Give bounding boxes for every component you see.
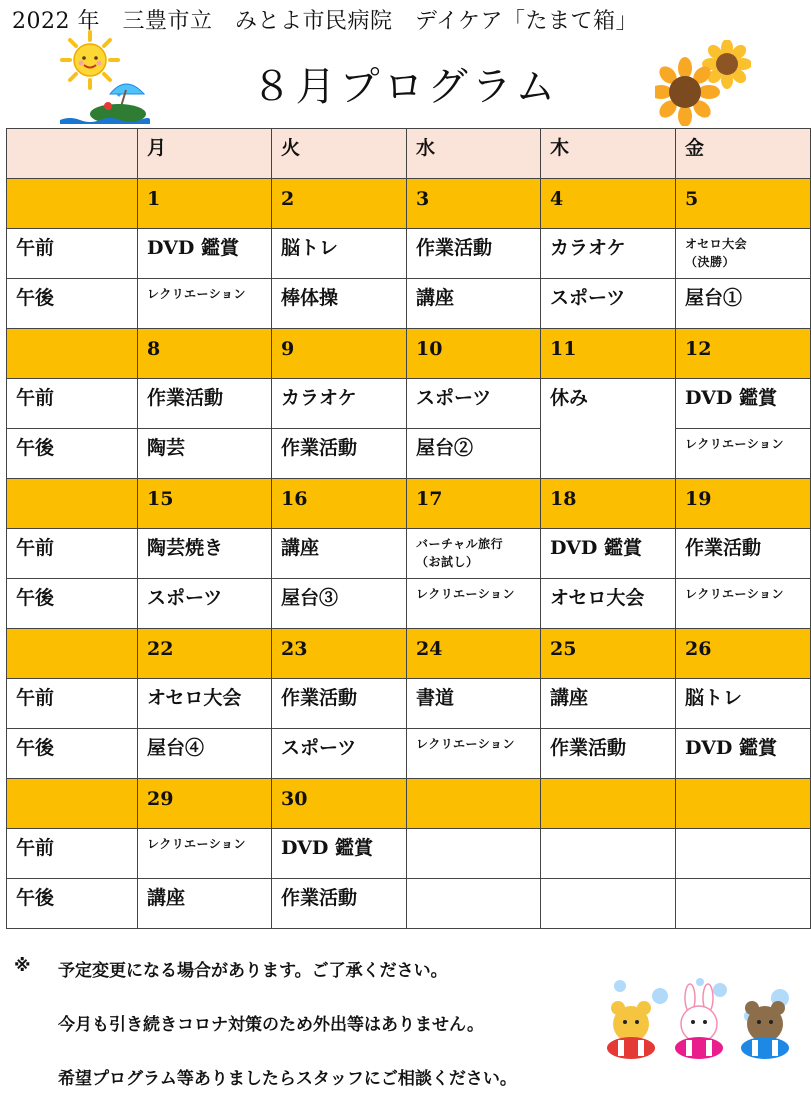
animals-swim-ring-illustration: [600, 976, 800, 1066]
activity-cell: [272, 679, 407, 729]
date-cell: [407, 779, 541, 829]
date-cell-text: 18: [550, 488, 577, 510]
activity-cell-text: 屋台④: [147, 737, 205, 759]
pm-label: [7, 279, 138, 329]
date-cell: [407, 329, 541, 379]
activity-cell-text: [685, 879, 810, 887]
activity-cell: [407, 829, 541, 879]
note-mark: ※: [14, 956, 31, 976]
date-cell: [676, 479, 811, 529]
am-label: [7, 379, 138, 429]
activity-cell: [138, 379, 272, 429]
activity-cell-text: スポーツ: [550, 287, 626, 309]
date-cell-text: 12: [685, 338, 712, 360]
date-cell-text: [685, 779, 810, 788]
activity-cell: [541, 729, 676, 779]
am-label-text: 午前: [16, 687, 55, 709]
activity-cell: [272, 529, 407, 579]
date-cell-text: 11: [550, 338, 577, 360]
pm-label-text: 午後: [16, 737, 55, 759]
date-cell: [272, 779, 407, 829]
activity-cell-text: スポーツ: [281, 737, 357, 759]
activity-cell: [272, 429, 407, 479]
weekday-header: [541, 129, 676, 179]
activity-cell-text: 作業活動: [685, 537, 762, 559]
activity-cell-text: 陶芸: [147, 437, 186, 459]
activity-cell-text: レクリエーション: [685, 437, 785, 451]
date-cell: [138, 329, 272, 379]
date-row-label: [7, 479, 138, 529]
pm-row: [7, 579, 811, 629]
activity-cell-text: DVD 鑑賞: [281, 837, 373, 859]
date-row: [7, 329, 811, 379]
activity-cell-text: DVD 鑑賞: [550, 537, 642, 559]
am-row: [7, 679, 811, 729]
schedule-body: [7, 129, 811, 929]
am-row: [7, 379, 811, 429]
pm-label-text: 午後: [16, 287, 55, 309]
activity-cell-text: オセロ大会 （決勝）: [685, 237, 748, 269]
pm-label: [7, 429, 138, 479]
date-cell-text: 2: [281, 188, 295, 210]
date-cell-text: 16: [281, 488, 308, 510]
activity-cell-text: [416, 829, 540, 837]
activity-cell-text: 棒体操: [281, 287, 339, 309]
activity-cell-text: 脳トレ: [685, 687, 743, 709]
date-cell-text: 3: [416, 188, 430, 210]
activity-cell: [138, 529, 272, 579]
schedule-table: [6, 128, 811, 929]
activity-cell-text: 講座: [147, 887, 186, 909]
am-label: [7, 679, 138, 729]
pm-row: [7, 729, 811, 779]
weekday-header: [138, 129, 272, 179]
date-cell-text: 9: [281, 338, 295, 360]
am-row: [7, 829, 811, 879]
date-cell: [541, 629, 676, 679]
activity-cell: [138, 879, 272, 929]
activity-cell-text: 作業活動: [281, 887, 358, 909]
date-cell: [272, 329, 407, 379]
date-cell-text: 5: [685, 188, 699, 210]
activity-cell: [138, 579, 272, 629]
activity-cell-text: スポーツ: [416, 387, 492, 409]
corner-cell: [7, 129, 138, 179]
activity-cell: [541, 879, 676, 929]
weekday-header-text: 水: [416, 137, 436, 159]
pm-label-text: 午後: [16, 437, 55, 459]
weekday-header: [676, 129, 811, 179]
weekday-header-row: [7, 129, 811, 179]
activity-cell: [541, 379, 676, 479]
date-cell-text: 25: [550, 638, 577, 660]
date-cell: [676, 779, 811, 829]
am-row: [7, 529, 811, 579]
activity-cell-text: 作業活動: [550, 737, 627, 759]
weekday-header-text: 金: [685, 137, 705, 159]
activity-cell: [272, 829, 407, 879]
weekday-header: [272, 129, 407, 179]
activity-cell: [676, 579, 811, 629]
activity-cell: [272, 729, 407, 779]
pm-row: [7, 279, 811, 329]
date-cell: [407, 629, 541, 679]
activity-cell: [676, 679, 811, 729]
activity-cell: [138, 729, 272, 779]
date-cell: [676, 179, 811, 229]
date-cell-text: [416, 779, 540, 788]
date-row: [7, 779, 811, 829]
pm-row: [7, 429, 811, 479]
pm-label-text: 午後: [16, 887, 55, 909]
note-line-3: 希望プログラム等ありましたらスタッフにご相談ください。: [58, 1069, 517, 1089]
am-label: [7, 829, 138, 879]
activity-cell-text: [550, 829, 675, 837]
date-cell: [407, 179, 541, 229]
activity-cell: [407, 879, 541, 929]
activity-cell: [272, 879, 407, 929]
date-cell-text: 17: [416, 488, 443, 510]
activity-cell: [541, 529, 676, 579]
activity-cell-text: 作業活動: [281, 687, 358, 709]
header-line: 2022 年 三豊市立 みとよ市民病院 デイケア「たまて箱」: [12, 9, 639, 34]
date-cell-text: 26: [685, 638, 712, 660]
activity-cell: [407, 729, 541, 779]
activity-cell-text: バーチャル旅行 （お試し）: [416, 537, 504, 569]
am-row: [7, 229, 811, 279]
activity-cell: [138, 679, 272, 729]
note-line-1: 予定変更になる場合があります。ご了承ください。: [58, 961, 448, 981]
activity-cell: [138, 429, 272, 479]
activity-cell: [138, 279, 272, 329]
activity-cell: [541, 229, 676, 279]
activity-cell: [676, 879, 811, 929]
date-cell-text: 23: [281, 638, 308, 660]
activity-cell-text: DVD 鑑賞: [685, 387, 777, 409]
activity-cell: [676, 279, 811, 329]
activity-cell: [407, 529, 541, 579]
pm-label: [7, 879, 138, 929]
activity-cell-text: 屋台①: [685, 287, 743, 309]
activity-cell-text: [685, 829, 810, 837]
date-cell: [541, 479, 676, 529]
pm-label: [7, 729, 138, 779]
date-row-label: [7, 629, 138, 679]
activity-cell-text: [550, 879, 675, 887]
date-cell: [541, 329, 676, 379]
activity-cell: [272, 579, 407, 629]
date-row: [7, 179, 811, 229]
activity-cell-text: DVD 鑑賞: [685, 737, 777, 759]
pm-label: [7, 579, 138, 629]
activity-cell-text: 作業活動: [281, 437, 358, 459]
date-cell: [272, 179, 407, 229]
date-cell: [676, 629, 811, 679]
activity-cell: [272, 379, 407, 429]
date-cell-text: 19: [685, 488, 712, 510]
activity-cell-text: 休み: [550, 387, 589, 409]
activity-cell: [407, 379, 541, 429]
activity-cell-text: スポーツ: [147, 587, 223, 609]
weekday-header-text: 火: [281, 137, 301, 159]
date-row-label: [7, 329, 138, 379]
pm-row: [7, 879, 811, 929]
date-cell-text: 30: [281, 788, 308, 810]
activity-cell-text: カラオケ: [550, 237, 626, 259]
date-row: [7, 479, 811, 529]
date-cell-text: 4: [550, 188, 564, 210]
activity-cell: [676, 429, 811, 479]
activity-cell: [676, 829, 811, 879]
activity-cell: [407, 579, 541, 629]
pm-label-text: 午後: [16, 587, 55, 609]
activity-cell: [407, 279, 541, 329]
activity-cell-text: 屋台②: [416, 437, 474, 459]
program-title: ８月プログラム: [251, 64, 560, 110]
date-cell: [138, 479, 272, 529]
am-label-text: 午前: [16, 237, 55, 259]
am-label-text: 午前: [16, 837, 55, 859]
date-cell: [541, 179, 676, 229]
activity-cell: [541, 579, 676, 629]
date-cell-text: [550, 779, 675, 788]
activity-cell: [407, 679, 541, 729]
weekday-header-text: 木: [550, 137, 570, 159]
weekday-header: [407, 129, 541, 179]
date-cell: [272, 629, 407, 679]
activity-cell-text: 陶芸焼き: [147, 537, 224, 559]
date-cell-text: 22: [147, 638, 174, 660]
activity-cell-text: レクリエーション: [685, 587, 785, 601]
date-cell: [676, 329, 811, 379]
am-label: [7, 229, 138, 279]
activity-cell-text: 講座: [550, 687, 589, 709]
activity-cell: [541, 829, 676, 879]
date-cell-text: 24: [416, 638, 443, 660]
activity-cell-text: オセロ大会: [550, 587, 645, 609]
note-line-2: 今月も引き続きコロナ対策のため外出等はありません。: [58, 1015, 485, 1035]
am-label-text: 午前: [16, 387, 55, 409]
date-row-label: [7, 179, 138, 229]
date-cell: [138, 179, 272, 229]
activity-cell-text: 講座: [416, 287, 455, 309]
activity-cell: [541, 679, 676, 729]
activity-cell-text: 作業活動: [147, 387, 224, 409]
activity-cell-text: レクリエーション: [416, 737, 516, 751]
date-cell: [272, 479, 407, 529]
activity-cell: [272, 229, 407, 279]
activity-cell-text: 屋台③: [281, 587, 339, 609]
activity-cell: [541, 279, 676, 329]
date-cell-text: 10: [416, 338, 443, 360]
activity-cell: [272, 279, 407, 329]
date-row: [7, 629, 811, 679]
date-cell-text: 15: [147, 488, 174, 510]
date-row-label: [7, 779, 138, 829]
activity-cell: [676, 529, 811, 579]
activity-cell: [676, 379, 811, 429]
date-cell: [541, 779, 676, 829]
date-cell: [138, 779, 272, 829]
activity-cell-text: オセロ大会: [147, 687, 242, 709]
activity-cell-text: 脳トレ: [281, 237, 339, 259]
activity-cell-text: 書道: [416, 687, 455, 709]
sunflowers-illustration: [655, 40, 751, 126]
weekday-header-text: 月: [147, 137, 167, 159]
activity-cell-text: 作業活動: [416, 237, 493, 259]
date-cell-text: 1: [147, 188, 161, 210]
activity-cell-text: 講座: [281, 537, 320, 559]
activity-cell: [138, 229, 272, 279]
activity-cell-text: [416, 879, 540, 887]
activity-cell-text: レクリエーション: [147, 837, 247, 851]
activity-cell: [676, 229, 811, 279]
date-cell-text: 8: [147, 338, 161, 360]
activity-cell: [407, 429, 541, 479]
date-cell: [138, 629, 272, 679]
date-cell-text: 29: [147, 788, 174, 810]
activity-cell: [676, 729, 811, 779]
date-cell: [407, 479, 541, 529]
am-label-text: 午前: [16, 537, 55, 559]
activity-cell: [138, 829, 272, 879]
activity-cell-text: レクリエーション: [147, 287, 247, 301]
am-label: [7, 529, 138, 579]
activity-cell: [407, 229, 541, 279]
activity-cell-text: カラオケ: [281, 387, 357, 409]
activity-cell-text: DVD 鑑賞: [147, 237, 239, 259]
activity-cell-text: レクリエーション: [416, 587, 516, 601]
